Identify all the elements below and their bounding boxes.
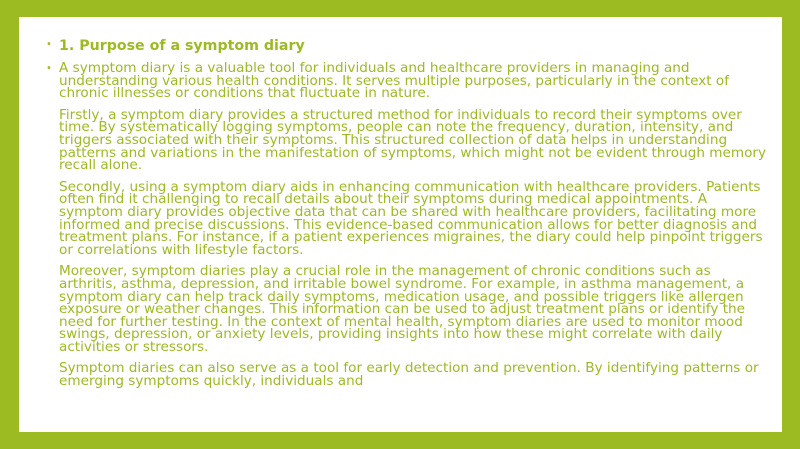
- bullet-icon: •: [46, 63, 52, 74]
- heading-bullet-item: [46, 38, 769, 55]
- body-bullet-item: [46, 60, 769, 390]
- paragraph-intro: A symptom diary is a valuable tool for individuals and healthcare providers in managing and understanding various health conditions. It serves multiple purposes, particularly in the context of chronic illnesses or conditions that fluctuate in nature.: [59, 60, 730, 102]
- slide-content: [46, 38, 769, 397]
- paragraph-communication: Secondly, using a symptom diary aids in enhancing communication with healthcare providers. Patients often find it challenging to recall details about their symptoms during medical appointments. A symptom diary provides objective data that can be shared with healthcare providers, facilitating more informed and precise discussions. This evidence-based communication allows for better diagnosis and treatment plans. For instance, if a patient experiences migraines, the diary could help pinpoint triggers or correlations with lifestyle factors.: [59, 178, 763, 258]
- paragraph-chronic-conditions: Moreover, symptom diaries play a crucial role in the management of chronic conditions such as arthritis, asthma, depression, and irritable bowel syndrome. For example, in asthma management, a symptom diary can help track daily symptoms, medication usage, and possible triggers like allergen exposure or weather changes. This information can be used to adjust treatment plans or identify the need for further testing. In the context of mental health, symptom diaries are used to monitor mood swings, depression, or anxiety levels, providing insights into how these might correlate with daily activities or stressors.: [59, 263, 745, 355]
- bullet-icon: •: [46, 39, 52, 50]
- section-heading: 1. Purpose of a symptom diary: [59, 38, 305, 54]
- slide-page: [19, 17, 782, 432]
- paragraph-structured-recording: Firstly, a symptom diary provides a structured method for individuals to record their symptoms over time. By systematically logging symptoms, people can note the frequency, duration, intensity, and triggers associated with their symptoms. This structured collection of data helps in understanding patterns and variations in the manifestation of symptoms, which might not be evident through memory recall alone.: [59, 106, 767, 174]
- paragraph-early-detection: Symptom diaries can also serve as a tool for early detection and prevention. By identifying patterns or emerging symptoms quickly, individuals and: [59, 360, 759, 390]
